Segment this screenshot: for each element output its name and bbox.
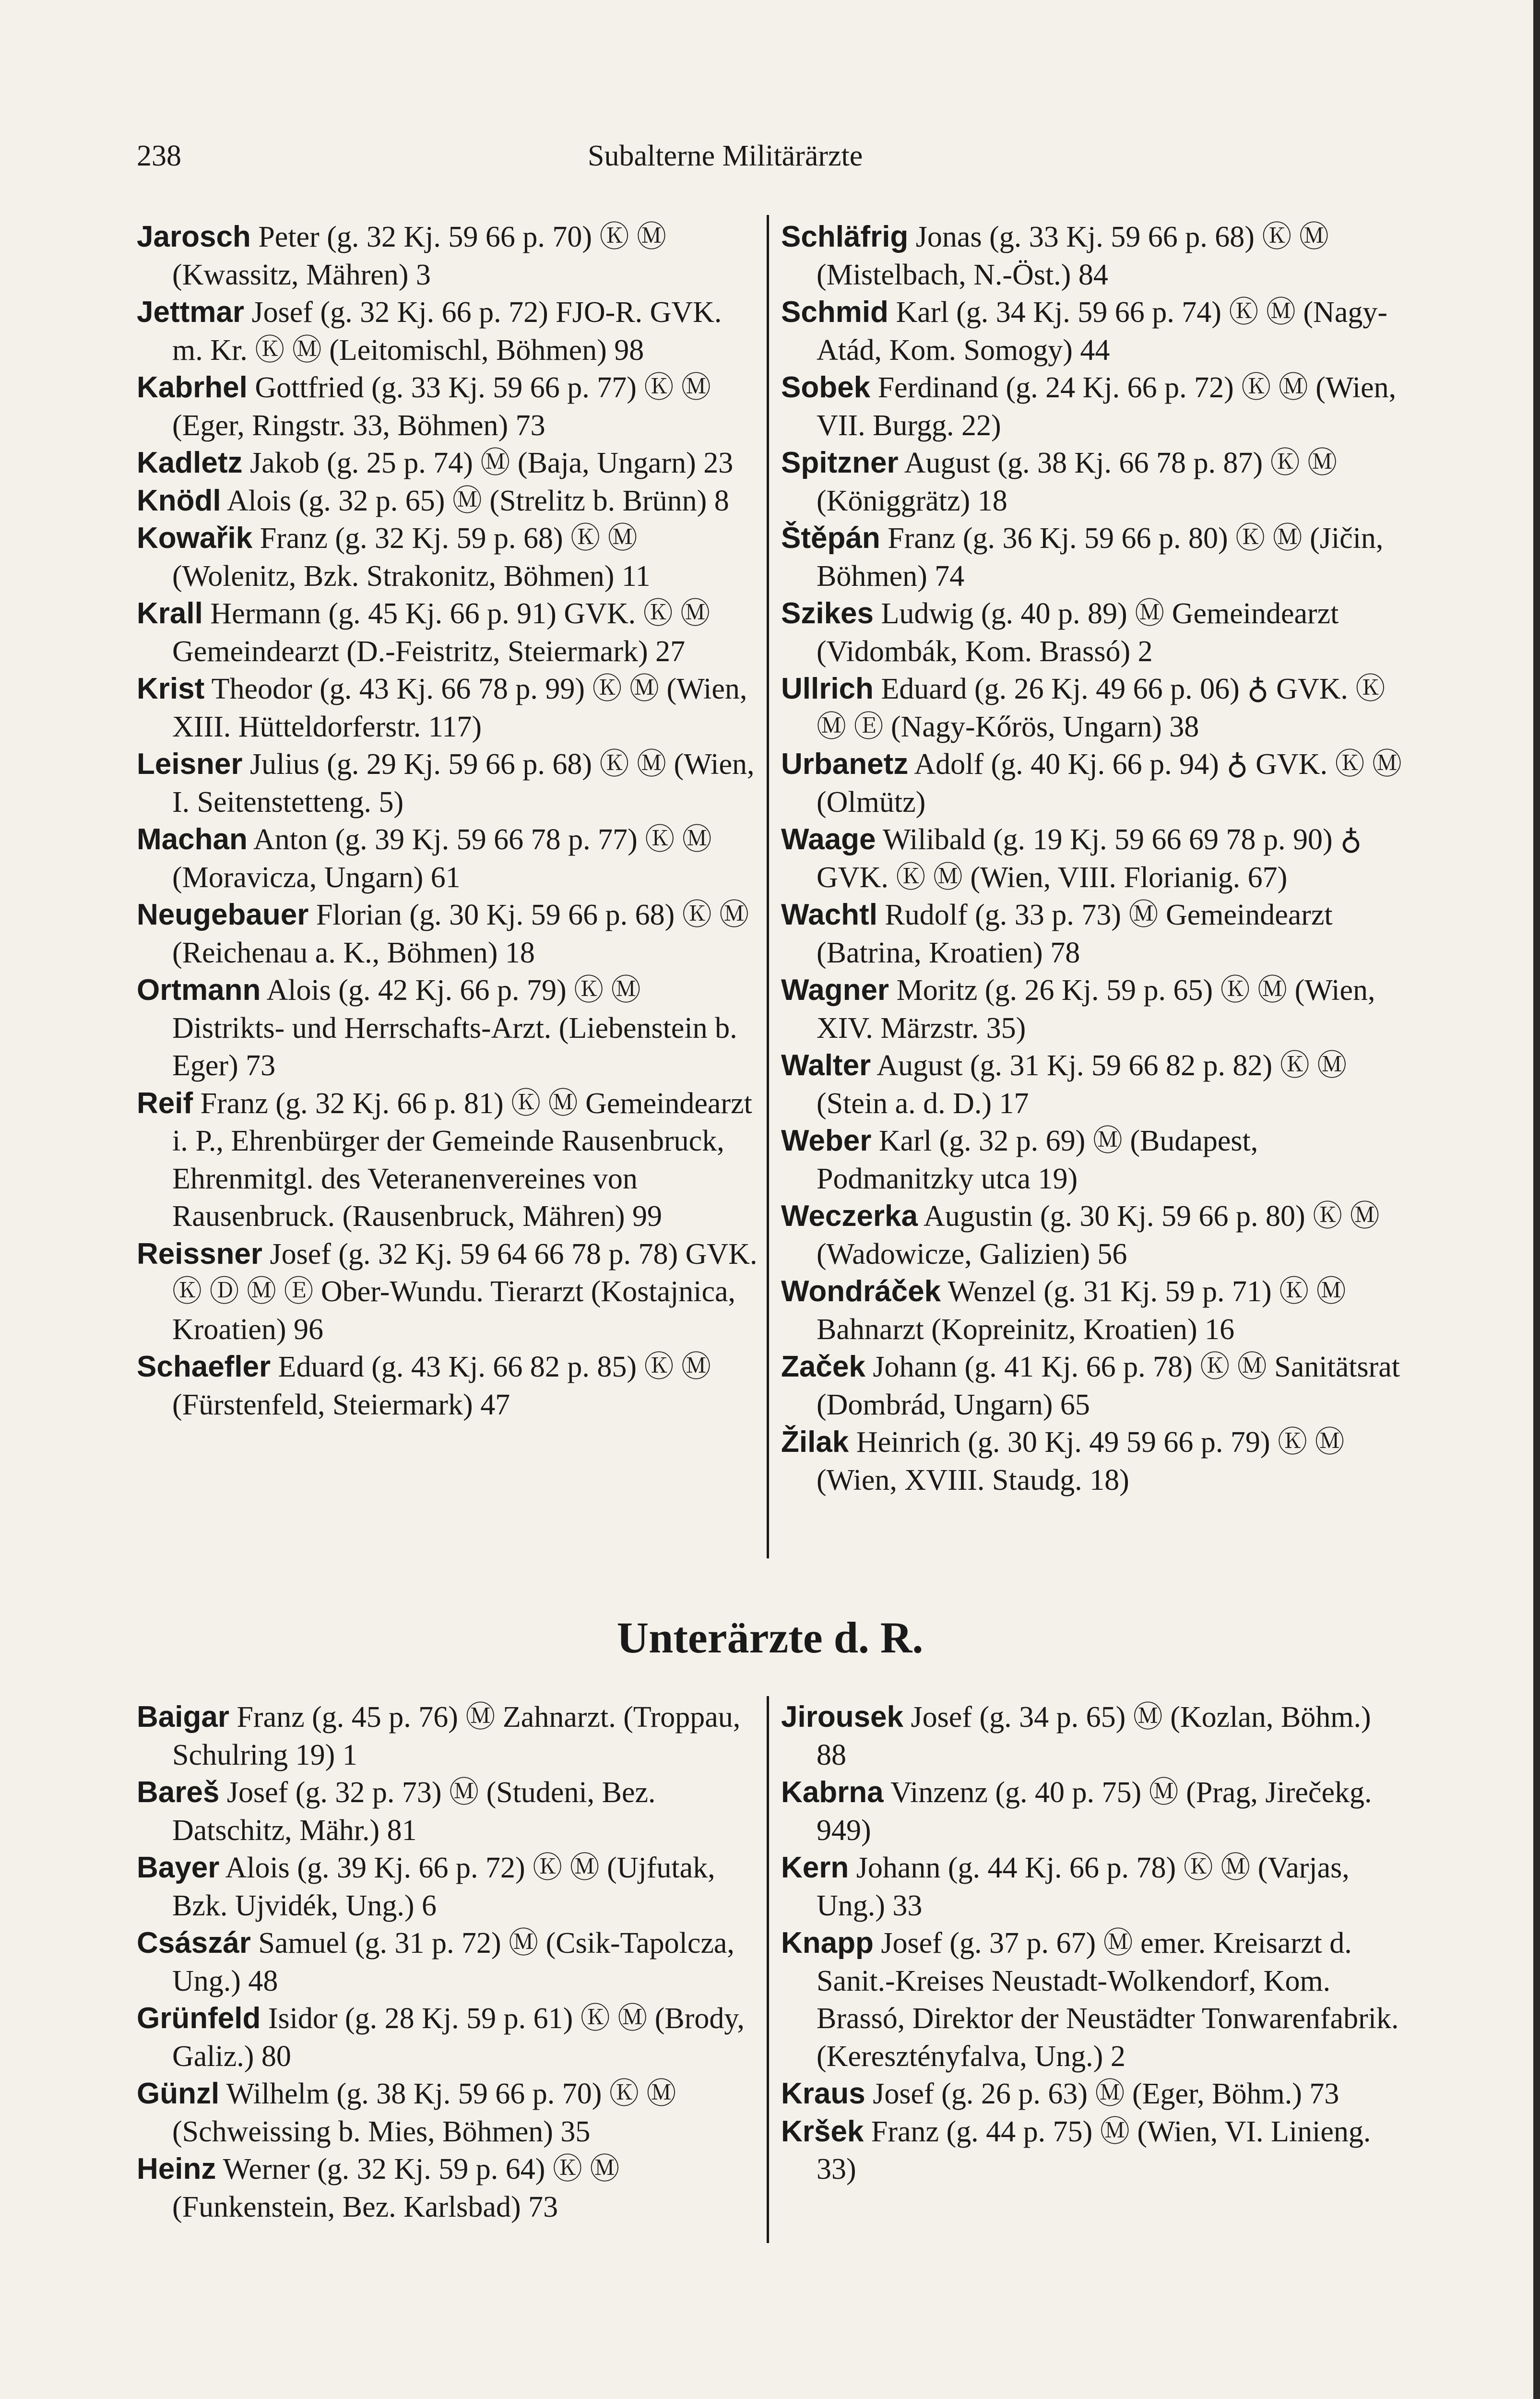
- entry-surname: Weber: [781, 1124, 872, 1157]
- directory-entry: [137, 2075, 758, 2150]
- page-number: 238: [137, 140, 181, 172]
- entry-details: Wenzel (g. 31 Kj. 59 p. 71) Ⓚ Ⓜ Bahnarzt (Kopreinitz, Kroatien) 16: [817, 1275, 1346, 1346]
- directory-entry: [137, 896, 758, 972]
- directory-entry: [781, 1122, 1402, 1198]
- top-left-column: [137, 218, 758, 1424]
- directory-entry: [781, 1348, 1402, 1424]
- directory-entry: [137, 482, 758, 520]
- entry-surname: Wachtl: [781, 898, 877, 931]
- entry-surname: Grünfeld: [137, 2002, 261, 2035]
- entry-details: Franz (g. 32 Kj. 66 p. 81) Ⓚ Ⓜ Gemeindearzt i. P., Ehrenbürger der Gemeinde Rausenbruck, Ehrenmitgl. des Veteranenvereines von Rausenbruck. (Rausenbruck, Mähren) 99: [172, 1087, 752, 1233]
- bottom-right-column: [781, 1698, 1402, 2188]
- entry-details: Franz (g. 36 Kj. 59 66 p. 80) Ⓚ Ⓜ (Jičin, Böhmen) 74: [817, 522, 1384, 593]
- entry-surname: Leisner: [137, 748, 243, 781]
- directory-entry: [781, 670, 1402, 746]
- directory-entry: [137, 2000, 758, 2075]
- entry-details: Samuel (g. 31 p. 72) Ⓜ (Csik-Tapolcza, Ung.) 48: [172, 1927, 734, 1997]
- entry-details: Peter (g. 32 Kj. 59 66 p. 70) Ⓚ Ⓜ (Kwassitz, Mähren) 3: [172, 221, 666, 291]
- entry-details: Josef (g. 32 p. 73) Ⓜ (Studeni, Bez. Datschitz, Mähr.) 81: [172, 1776, 656, 1847]
- entry-surname: Kabrna: [781, 1776, 884, 1809]
- directory-entry: [781, 821, 1402, 896]
- entry-surname: Jirousek: [781, 1700, 904, 1734]
- entry-surname: Začek: [781, 1350, 865, 1383]
- entry-surname: Schläfrig: [781, 220, 909, 253]
- entry-surname: Reif: [137, 1086, 193, 1120]
- column-divider-top: [767, 215, 769, 1558]
- entry-surname: Wagner: [781, 974, 889, 1007]
- entry-surname: Krall: [137, 597, 203, 630]
- entry-surname: Knapp: [781, 1926, 874, 1960]
- entry-surname: Waage: [781, 823, 876, 856]
- entry-surname: Schaefler: [137, 1350, 271, 1383]
- entry-surname: Kraus: [781, 2077, 865, 2110]
- directory-entry: [781, 369, 1402, 444]
- entry-surname: Bareš: [137, 1776, 220, 1809]
- entry-surname: Császár: [137, 1926, 251, 1960]
- entry-details: Josef (g. 37 p. 67) Ⓜ emer. Kreisarzt d. Sanit.-Kreises Neustadt-Wolkendorf, Kom. Brassó, Direktor der Neustädter Tonwarenfabrik. (Keresztényfalva, Ung.) 2: [817, 1927, 1399, 2073]
- directory-entry: [137, 595, 758, 670]
- entry-details: Julius (g. 29 Kj. 59 66 p. 68) Ⓚ Ⓜ (Wien, I. Seitenstetteng. 5): [172, 748, 755, 819]
- entry-surname: Weczerka: [781, 1200, 918, 1233]
- directory-entry: [781, 218, 1402, 294]
- entry-surname: Günzl: [137, 2077, 220, 2110]
- entry-details: Eduard (g. 26 Kj. 49 66 p. 06) ♁ GVK. Ⓚ Ⓜ Ⓔ (Nagy-Kőrös, Ungarn) 38: [817, 673, 1386, 743]
- directory-entry: [781, 1698, 1402, 1774]
- directory-entry: [781, 1198, 1402, 1273]
- entry-surname: Schmid: [781, 296, 888, 329]
- entry-surname: Kern: [781, 1851, 849, 1884]
- directory-entry: [781, 1849, 1402, 1924]
- entry-details: Karl (g. 34 Kj. 59 66 p. 74) Ⓚ Ⓜ (Nagy-Atád, Kom. Somogy) 44: [817, 296, 1387, 367]
- entry-surname: Urbanetz: [781, 748, 909, 781]
- entry-details: Isidor (g. 28 Kj. 59 p. 61) Ⓚ Ⓜ (Brody, Galiz.) 80: [172, 2002, 745, 2073]
- entry-details: Johann (g. 41 Kj. 66 p. 78) Ⓚ Ⓜ Sanitätsrat (Dombrád, Ungarn) 65: [817, 1351, 1400, 1421]
- entry-details: Anton (g. 39 Kj. 59 66 78 p. 77) Ⓚ Ⓜ (Moravicza, Ungarn) 61: [172, 823, 712, 894]
- entry-details: Wilibald (g. 19 Kj. 59 66 69 78 p. 90) ♁ GVK. Ⓚ Ⓜ (Wien, VIII. Florianig. 67): [817, 823, 1362, 894]
- entry-details: Moritz (g. 26 Kj. 59 p. 65) Ⓚ Ⓜ (Wien, XIV. Märzstr. 35): [817, 974, 1375, 1045]
- directory-entry: [137, 972, 758, 1085]
- directory-entry: [137, 1348, 758, 1424]
- entry-surname: Krist: [137, 672, 205, 705]
- entry-surname: Baigar: [137, 1700, 229, 1734]
- entry-details: Josef (g. 32 Kj. 59 64 66 78 p. 78) GVK. Ⓚ Ⓓ Ⓜ Ⓔ Ober-Wundu. Tierarzt (Kostajnica, Kroatien) 96: [172, 1237, 758, 1346]
- entry-surname: Szikes: [781, 597, 874, 630]
- entry-details: Josef (g. 26 p. 63) Ⓜ (Eger, Böhm.) 73: [873, 2078, 1339, 2110]
- entry-details: Adolf (g. 40 Kj. 66 p. 94) ♁ GVK. Ⓚ Ⓜ (Olmütz): [817, 748, 1402, 819]
- entry-details: Theodor (g. 43 Kj. 66 78 p. 99) Ⓚ Ⓜ (Wien, XIII. Hütteldorferstr. 117): [172, 673, 747, 743]
- entry-details: Jakob (g. 25 p. 74) Ⓜ (Baja, Ungarn) 23: [249, 447, 734, 479]
- entry-details: August (g. 31 Kj. 59 66 82 p. 82) Ⓚ Ⓜ (Stein a. d. D.) 17: [817, 1049, 1347, 1120]
- directory-entry: [781, 1924, 1402, 2075]
- entry-surname: Knödl: [137, 484, 221, 517]
- directory-entry: [781, 444, 1402, 520]
- directory-entry: [137, 2150, 758, 2226]
- directory-entry: [137, 821, 758, 896]
- entry-surname: Reissner: [137, 1237, 262, 1271]
- page-edge: [1533, 0, 1540, 2399]
- directory-entry: [781, 520, 1402, 595]
- entry-surname: Jettmar: [137, 296, 244, 329]
- directory-entry: [137, 1774, 758, 1849]
- entry-details: Josef (g. 32 Kj. 66 p. 72) FJO-R. GVK. m. Kr. Ⓚ Ⓜ (Leitomischl, Böhmen) 98: [172, 296, 722, 367]
- entry-surname: Ullrich: [781, 672, 874, 705]
- entry-surname: Kowařik: [137, 522, 253, 555]
- entry-surname: Kabrhel: [137, 371, 248, 404]
- entry-surname: Kadletz: [137, 446, 243, 479]
- entry-details: Florian (g. 30 Kj. 59 66 p. 68) Ⓚ Ⓜ (Reichenau a. K., Böhmen) 18: [172, 899, 749, 969]
- bottom-left-column: [137, 1698, 758, 2226]
- column-divider-bottom: [767, 1696, 769, 2243]
- entry-details: Augustin (g. 30 Kj. 59 66 p. 80) Ⓚ Ⓜ (Wadowicze, Galizien) 56: [817, 1200, 1380, 1271]
- entry-surname: Neugebauer: [137, 898, 309, 931]
- entry-details: Rudolf (g. 33 p. 73) Ⓜ Gemeindearzt (Batrina, Kroatien) 78: [817, 899, 1333, 969]
- entry-details: Franz (g. 32 Kj. 59 p. 68) Ⓚ Ⓜ (Wolenitz, Bzk. Strakonitz, Böhmen) 11: [172, 522, 651, 593]
- entry-details: Eduard (g. 43 Kj. 66 82 p. 85) Ⓚ Ⓜ (Fürstenfeld, Steiermark) 47: [172, 1351, 711, 1421]
- directory-entry: [781, 2113, 1402, 2188]
- running-title: Subalterne Militärärzte: [588, 140, 863, 172]
- entry-surname: Ortmann: [137, 974, 261, 1007]
- directory-entry: [137, 218, 758, 294]
- directory-entry: [781, 294, 1402, 369]
- directory-entry: [781, 595, 1402, 670]
- entry-surname: Heinz: [137, 2152, 216, 2185]
- directory-entry: [137, 520, 758, 595]
- directory-entry: [781, 1047, 1402, 1122]
- directory-entry: [137, 670, 758, 746]
- directory-entry: [137, 1849, 758, 1924]
- entry-details: Josef (g. 34 p. 65) Ⓜ (Kozlan, Böhm.) 88: [817, 1701, 1371, 1771]
- directory-entry: [781, 896, 1402, 972]
- entry-details: Alois (g. 42 Kj. 66 p. 79) Ⓚ Ⓜ Distrikts- und Herrschafts-Arzt. (Liebenstein b. Eger) 73: [172, 974, 737, 1082]
- directory-entry: [781, 972, 1402, 1047]
- entry-details: Heinrich (g. 30 Kj. 49 59 66 p. 79) Ⓚ Ⓜ (Wien, XVIII. Staudg. 18): [817, 1426, 1345, 1496]
- entry-surname: Bayer: [137, 1851, 220, 1884]
- entry-surname: Spitzner: [781, 446, 899, 479]
- entry-details: August (g. 38 Kj. 66 78 p. 87) Ⓚ Ⓜ (Königgrätz) 18: [817, 447, 1338, 517]
- entry-details: Hermann (g. 45 Kj. 66 p. 91) GVK. Ⓚ Ⓜ Gemeindearzt (D.-Feistritz, Steiermark) 27: [172, 597, 711, 668]
- entry-surname: Jarosch: [137, 220, 251, 253]
- directory-entry: [781, 2075, 1402, 2113]
- entry-surname: Machan: [137, 823, 248, 856]
- top-right-column: [781, 218, 1402, 1499]
- entry-details: Ludwig (g. 40 p. 89) Ⓜ Gemeindearzt (Vidombák, Kom. Brassó) 2: [817, 597, 1339, 668]
- entry-details: Ferdinand (g. 24 Kj. 66 p. 72) Ⓚ Ⓜ (Wien, VII. Burgg. 22): [817, 371, 1397, 442]
- entry-surname: Žilak: [781, 1425, 849, 1459]
- directory-entry: [137, 1235, 758, 1349]
- entry-details: Jonas (g. 33 Kj. 59 66 p. 68) Ⓚ Ⓜ (Mistelbach, N.-Öst.) 84: [817, 221, 1329, 291]
- directory-entry: [137, 369, 758, 444]
- entry-surname: Štěpán: [781, 522, 880, 555]
- directory-entry: [137, 1698, 758, 1774]
- entry-details: Franz (g. 45 p. 76) Ⓜ Zahnarzt. (Troppau, Schulring 19) 1: [172, 1701, 741, 1771]
- entry-surname: Kršek: [781, 2114, 864, 2148]
- entry-details: Werner (g. 32 Kj. 59 p. 64) Ⓚ Ⓜ (Funkenstein, Bez. Karlsbad) 73: [172, 2153, 620, 2223]
- entry-surname: Wondráček: [781, 1275, 941, 1308]
- directory-entry: [781, 1774, 1402, 1849]
- directory-entry: [781, 1273, 1402, 1348]
- entry-details: Karl (g. 32 p. 69) Ⓜ (Budapest, Podmanitzky utca 19): [817, 1125, 1258, 1195]
- entry-details: Johann (g. 44 Kj. 66 p. 78) Ⓚ Ⓜ (Varjas, Ung.) 33: [817, 1852, 1350, 1922]
- entry-surname: Walter: [781, 1049, 871, 1082]
- directory-entry: [781, 1424, 1402, 1499]
- entry-details: Alois (g. 32 p. 65) Ⓜ (Strelitz b. Brünn) 8: [226, 484, 729, 517]
- entry-details: Wilhelm (g. 38 Kj. 59 66 p. 70) Ⓚ Ⓜ (Schweissing b. Mies, Böhmen) 35: [172, 2078, 676, 2148]
- entry-details: Gottfried (g. 33 Kj. 59 66 p. 77) Ⓚ Ⓜ (Eger, Ringstr. 33, Böhmen) 73: [172, 371, 711, 442]
- directory-entry: [137, 294, 758, 369]
- directory-entry: [137, 1924, 758, 2000]
- directory-entry: [137, 444, 758, 482]
- directory-entry: [781, 746, 1402, 821]
- entry-details: Vinzenz (g. 40 p. 75) Ⓜ (Prag, Jirečekg. 949): [817, 1776, 1372, 1847]
- directory-entry: [137, 746, 758, 821]
- entry-details: Alois (g. 39 Kj. 66 p. 72) Ⓚ Ⓜ (Ujfutak, Bzk. Ujvidék, Ung.) 6: [172, 1852, 715, 1922]
- section-heading: Unterärzte d. R.: [616, 1613, 924, 1662]
- entry-surname: Sobek: [781, 371, 871, 404]
- entry-details: Franz (g. 44 p. 75) Ⓜ (Wien, VI. Linieng. 33): [817, 2115, 1371, 2185]
- directory-entry: [137, 1085, 758, 1235]
